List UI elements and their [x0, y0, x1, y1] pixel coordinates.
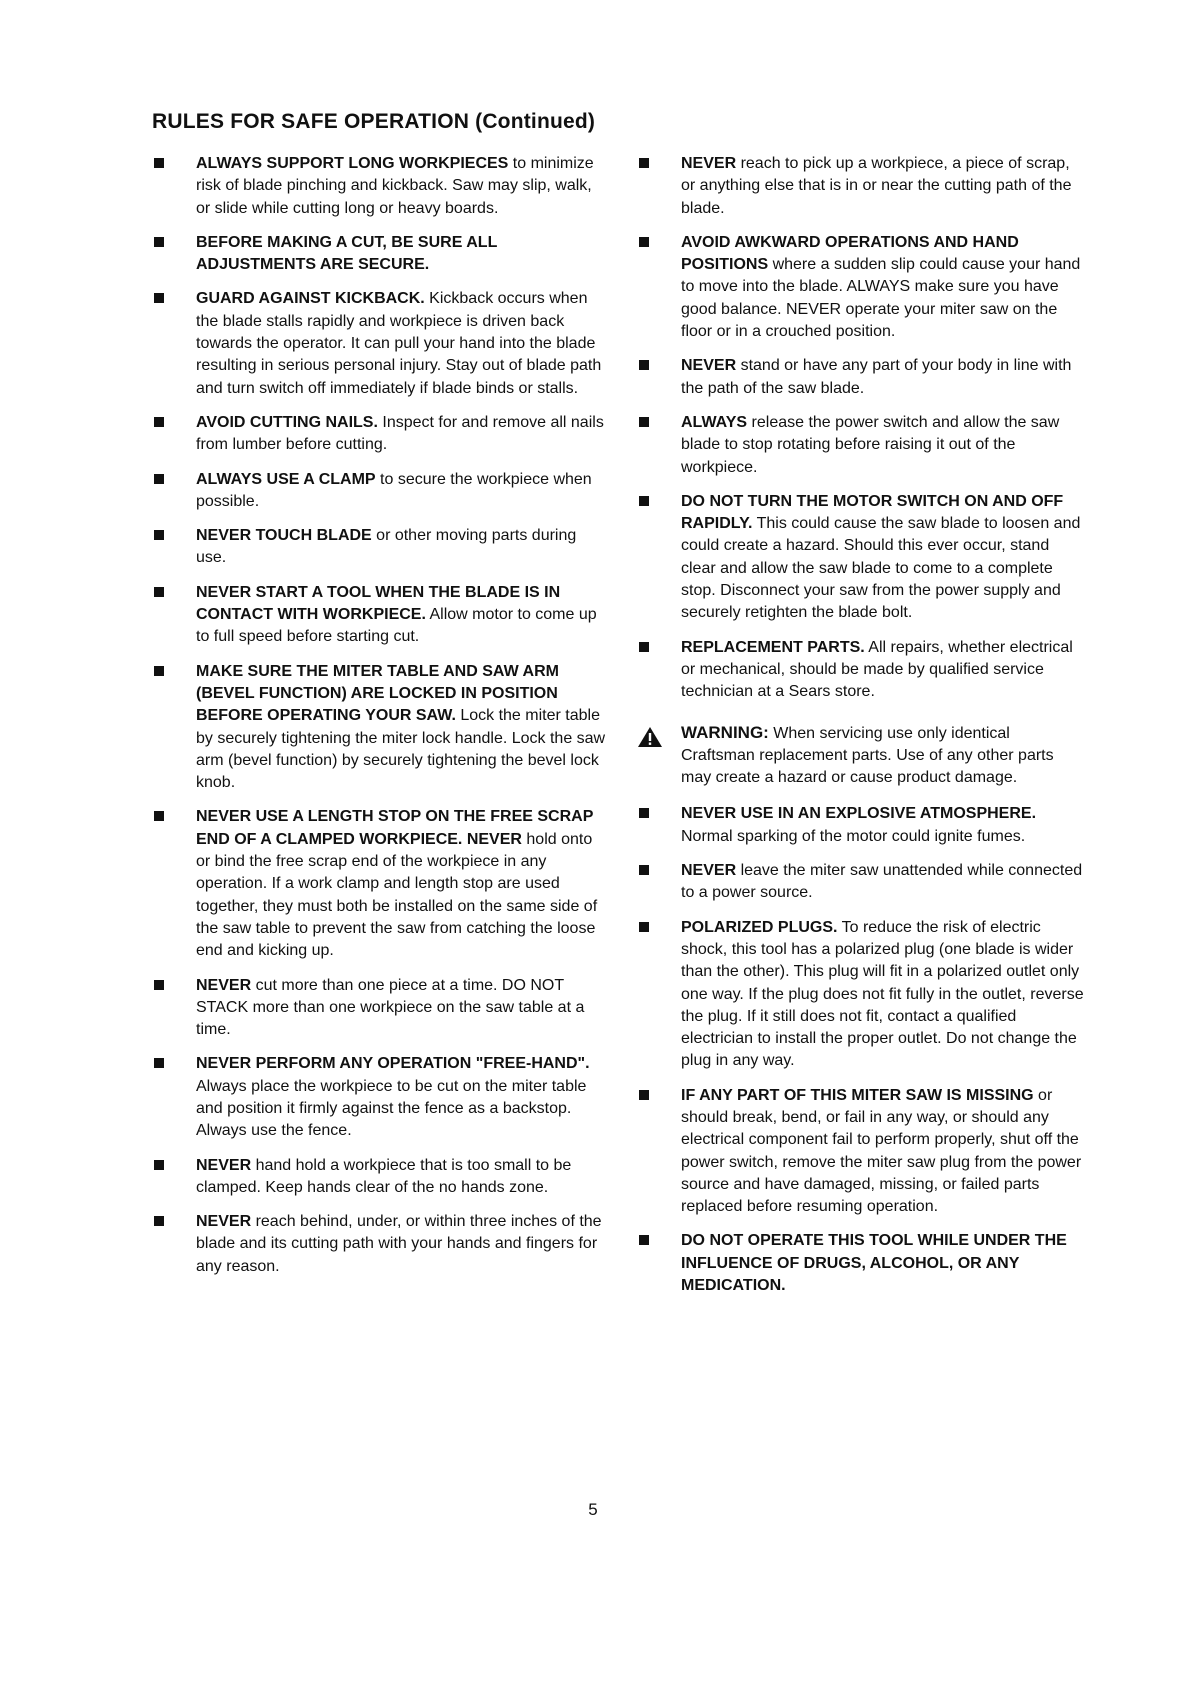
- square-bullet-icon: [639, 360, 649, 370]
- rule-lead: AVOID CUTTING NAILS.: [196, 413, 378, 431]
- rule-lead: NEVER USE A LENGTH STOP ON THE FREE SCRAP END OF A CLAMPED WORKPIECE. NEVER: [196, 808, 594, 848]
- warning-label: WARNING:: [681, 722, 769, 742]
- rule-text: Inspect for and remove all nails from lumber before cutting.: [196, 413, 604, 454]
- square-bullet-icon: [154, 811, 164, 821]
- square-bullet-icon: [639, 865, 649, 875]
- square-bullet-icon: [154, 158, 164, 168]
- rule-item: [637, 803, 1087, 848]
- square-bullet-icon: [639, 1090, 649, 1100]
- square-bullet-icon: [154, 1216, 164, 1226]
- rule-item: [152, 412, 607, 457]
- square-bullet-icon: [639, 642, 649, 652]
- rule-lead: NEVER: [681, 155, 737, 172]
- right-rules-group-a: [637, 153, 1087, 704]
- square-bullet-icon: [639, 158, 649, 168]
- left-column: [152, 153, 607, 1290]
- rule-text: or other moving parts during use.: [196, 527, 577, 567]
- rule-item: [637, 860, 1087, 905]
- page-title: RULES FOR SAFE OPERATION (Continued): [152, 110, 596, 133]
- rule-item: [152, 806, 607, 962]
- rule-lead: DO NOT OPERATE THIS TOOL WHILE UNDER THE INFLUENCE OF DRUGS, ALCOHOL, OR ANY MEDICATION.: [681, 1232, 1067, 1295]
- rule-lead: POLARIZED PLUGS.: [681, 918, 838, 936]
- rule-item: [152, 525, 607, 570]
- rule-item: [152, 661, 607, 795]
- rule-text: To reduce the risk of electric shock, this tool has a polarized plug (one blade is wider than the other). This plug will fit in a polarized outlet only one way. If the plug does not fit fully in the outlet, reverse the plug. If it still does not fit, contact a qualified electrician to install the proper outlet. Do not change the plug in any way.: [681, 918, 1084, 1070]
- rule-lead: ALWAYS USE A CLAMP: [196, 470, 376, 488]
- rule-lead: AVOID AWKWARD OPERATIONS AND HAND POSITIONS: [681, 233, 1019, 274]
- rule-lead: NEVER START A TOOL WHEN THE BLADE IS IN CONTACT WITH WORKPIECE.: [196, 583, 561, 624]
- rule-text: Normal sparking of the motor could ignite fumes.: [681, 827, 1026, 845]
- rule-item: [637, 153, 1087, 220]
- rule-item: [637, 355, 1087, 400]
- square-bullet-icon: [639, 1235, 649, 1245]
- rule-item: [637, 232, 1087, 343]
- rule-text: Lock the miter table by securely tightening the miter lock handle. Lock the saw arm (bevel function) by securely tightening the bevel lock knob.: [196, 707, 606, 792]
- rule-item: [637, 1230, 1087, 1297]
- rule-lead: NEVER: [681, 357, 737, 375]
- right-rules-group-b: [637, 803, 1087, 1297]
- rule-lead: NEVER USE IN AN EXPLOSIVE ATMOSPHERE.: [681, 805, 1037, 823]
- rule-lead: NEVER TOUCH BLADE: [196, 527, 372, 545]
- rule-item: [637, 637, 1087, 704]
- rule-text: leave the miter saw unattended while connected to a power source.: [681, 862, 1083, 902]
- rule-lead: GUARD AGAINST KICKBACK.: [196, 290, 425, 308]
- rule-item: [152, 975, 607, 1042]
- rule-item: [152, 1211, 607, 1278]
- rule-lead: DO NOT TURN THE MOTOR SWITCH ON AND OFF RAPIDLY.: [681, 492, 1064, 533]
- rule-item: [152, 469, 607, 514]
- rule-lead: NEVER: [196, 1156, 252, 1174]
- rule-lead: NEVER: [196, 976, 252, 994]
- rule-item: [637, 491, 1087, 625]
- rule-text: hold onto or bind the free scrap end of the workpiece in any operation. If a work clamp and length stop are used together, they must both be installed on the same side of the saw table to prevent the saw from catching the loose end and kicking up.: [196, 830, 598, 960]
- rule-text: reach behind, under, or within three inches of the blade and its cutting path with your hands and fingers for any reason.: [196, 1213, 602, 1275]
- rule-text: All repairs, whether electrical or mechanical, should be made by qualified service technician at a Sears store.: [681, 638, 1073, 701]
- square-bullet-icon: [154, 237, 164, 247]
- rule-item: [152, 1053, 607, 1142]
- rule-item: [152, 153, 607, 220]
- warning-text: When servicing use only identical Craftsman replacement parts. Use of any other parts may create a hazard or cause product damage.: [681, 724, 1054, 787]
- rule-item: [152, 1155, 607, 1200]
- rule-lead: BEFORE MAKING A CUT, BE SURE ALL ADJUSTMENTS ARE SECURE.: [196, 233, 498, 274]
- rule-text: to minimize risk of blade pinching and kickback. Saw may slip, walk, or slide while cutting long or heavy boards.: [196, 155, 594, 217]
- rule-text: cut more than one piece at a time. DO NOT STACK more than one workpiece on the saw table at a time.: [196, 976, 585, 1039]
- rule-item: [637, 917, 1087, 1073]
- rule-lead: NEVER: [681, 862, 737, 880]
- square-bullet-icon: [154, 1160, 164, 1170]
- warning-notice: [637, 722, 1087, 790]
- rule-text: hand hold a workpiece that is too small to be clamped. Keep hands clear of the no hands zone.: [196, 1156, 572, 1196]
- rule-lead: REPLACEMENT PARTS.: [681, 638, 865, 656]
- rule-lead: IF ANY PART OF THIS MITER SAW IS MISSING: [681, 1086, 1034, 1104]
- right-column: [637, 153, 1087, 1309]
- rule-text: release the power switch and allow the saw blade to stop rotating before raising it out of the workpiece.: [681, 413, 1060, 476]
- square-bullet-icon: [639, 922, 649, 932]
- rule-item: [152, 288, 607, 399]
- warning-triangle-icon: [637, 726, 663, 748]
- rule-text: This could cause the saw blade to loosen and could create a hazard. Should this ever occur, stand clear and allow the saw blade to come to a complete stop. Disconnect your saw from the power supply and securely retighten the blade bolt.: [681, 515, 1081, 622]
- rule-item: [152, 582, 607, 649]
- rule-text: Always place the workpiece to be cut on the miter table and position it firmly against the fence as a backstop. Always use the fence.: [196, 1077, 587, 1140]
- rule-text: to secure the workpiece when possible.: [196, 470, 592, 510]
- rule-lead: MAKE SURE THE MITER TABLE AND SAW ARM (BEVEL FUNCTION) ARE LOCKED IN POSITION BEFORE OPERATING YOUR SAW.: [196, 662, 559, 725]
- square-bullet-icon: [154, 417, 164, 427]
- square-bullet-icon: [639, 417, 649, 427]
- rule-item: [637, 1085, 1087, 1219]
- rule-text: reach to pick up a workpiece, a piece of scrap, or anything else that is in or near the cutting path of the blade.: [681, 155, 1072, 217]
- rule-text: where a sudden slip could cause your hand to move into the blade. ALWAYS make sure you have good balance. NEVER operate your miter saw on the floor or in a crouched position.: [681, 256, 1081, 341]
- rule-text: or should break, bend, or fail in any way, or should any electrical component fail to perform properly, shut off the power switch, remove the miter saw plug from the power source and have damaged, missing, or failed parts replaced before resuming operation.: [681, 1086, 1082, 1216]
- rule-text: Kickback occurs when the blade stalls rapidly and workpiece is driven back towards the operator. It can pull your hand into the blade resulting in serious personal injury. Stay out of blade path and turn switch off immediately if blade binds or stalls.: [196, 290, 602, 397]
- rule-item: [637, 412, 1087, 479]
- square-bullet-icon: [154, 980, 164, 990]
- rule-text: Allow motor to come up to full speed before starting cut.: [196, 606, 597, 646]
- square-bullet-icon: [154, 474, 164, 484]
- rule-lead: ALWAYS: [681, 413, 748, 431]
- square-bullet-icon: [154, 1058, 164, 1068]
- page-number: 5: [588, 1500, 598, 1519]
- square-bullet-icon: [639, 237, 649, 247]
- square-bullet-icon: [639, 496, 649, 506]
- square-bullet-icon: [639, 808, 649, 818]
- square-bullet-icon: [154, 530, 164, 540]
- rule-lead: ALWAYS SUPPORT LONG WORKPIECES: [196, 155, 509, 172]
- rule-text: stand or have any part of your body in line with the path of the saw blade.: [681, 357, 1072, 397]
- square-bullet-icon: [154, 587, 164, 597]
- rule-lead: NEVER PERFORM ANY OPERATION "FREE-HAND".: [196, 1055, 590, 1073]
- square-bullet-icon: [154, 666, 164, 676]
- square-bullet-icon: [154, 293, 164, 303]
- rule-lead: NEVER: [196, 1213, 252, 1231]
- rule-item: [152, 232, 607, 277]
